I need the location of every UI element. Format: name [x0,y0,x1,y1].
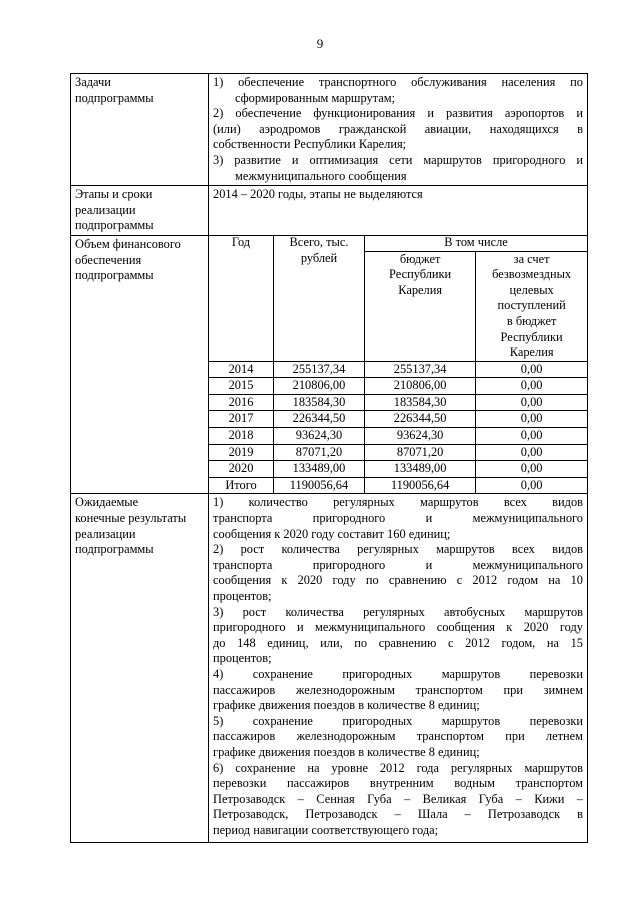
header-line: Республики [389,267,452,282]
header-total [274,235,365,361]
cell-free: 0,00 [476,428,587,445]
cell-free: 0,00 [476,361,587,378]
row-stages [71,186,588,236]
row-tasks [71,74,588,186]
text-line: графике движения поездов в количестве 8 единиц; [213,744,480,759]
label-line: Этапы и сроки [75,187,153,202]
label-line: Ожидаемые [75,495,139,510]
finance-data-row [209,428,587,445]
finance-total-row [209,477,587,493]
stages-text: 2014 – 2020 годы, этапы не выделяются [213,187,423,202]
finance-table [209,235,587,494]
label-tasks [71,74,209,186]
task-item [213,75,583,106]
label-line: подпрограммы [75,542,154,557]
header-line: Всего, тыс. [289,234,349,249]
cell-total: 183584,30 [274,394,365,411]
subprogram-passport-table [70,73,588,843]
text-line: транспорта пригородного и межмуниципального [213,557,583,572]
header-line: рублей [300,250,338,265]
cell-total: 1190056,64 [274,477,365,493]
cell-year: Итого [209,477,274,493]
text-line: 1) обеспечение транспортного обслуживания населения по [213,75,583,89]
results-content [209,494,588,842]
header-line: Карелия [398,282,443,297]
header-line: поступлений [497,298,566,313]
label-line: конечные результаты [75,511,187,526]
result-item [213,542,583,604]
cell-year: 2018 [209,428,274,445]
result-item [213,667,583,714]
cell-free: 0,00 [476,394,587,411]
label-line: реализации [75,202,136,217]
finance-data-row [209,461,587,478]
text-line: пригородного и межмуниципального сообщения к 2020 году [213,620,583,635]
label-line: подпрограммы [75,268,154,283]
cell-year: 2017 [209,411,274,428]
row-finance [71,235,588,494]
cell-budget: 226344,50 [365,411,476,428]
header-line: в бюджет [506,313,557,328]
label-line: Задачи [75,75,111,89]
text-line: транспорта пригородного и межмуниципального [213,511,583,526]
cell-total: 133489,00 [274,461,365,478]
cell-budget: 133489,00 [365,461,476,478]
header-including: В том числе [365,235,588,251]
header-line: целевых [509,282,554,297]
result-item [213,714,583,761]
text-line: 2) рост количества регулярных маршрутов всех видов [213,542,583,557]
finance-data-row [209,411,587,428]
text-line: сообщения к 2020 году составит 160 единиц; [213,526,451,541]
cell-year: 2015 [209,378,274,395]
cell-budget: 93624,30 [365,428,476,445]
header-line: Республики [500,329,563,344]
cell-budget: 210806,00 [365,378,476,395]
text-line: 5) сохранение пригородных маршрутов перевозки [213,713,583,728]
text-line: собственности Республики Карелия; [213,137,407,152]
label-stages [71,186,209,236]
cell-total: 255137,34 [274,361,365,378]
cell-free: 0,00 [476,477,587,493]
text-line: межмуниципального сообщения [235,168,407,183]
text-line: 6) сохранение на уровне 2012 года регулярных маршрутов [213,760,583,775]
cell-free: 0,00 [476,444,587,461]
cell-total: 93624,30 [274,428,365,445]
cell-budget: 1190056,64 [365,477,476,493]
tasks-content [209,74,588,186]
label-line: подпрограммы [75,90,154,105]
finance-header-row [209,235,587,251]
stages-content [209,186,588,236]
header-line: за счет [513,251,550,266]
cell-free: 0,00 [476,378,587,395]
row-results [71,494,588,842]
label-line: подпрограммы [75,218,154,233]
header-year: Год [209,235,274,361]
text-line: сформированным маршрутам; [235,90,396,105]
finance-data-row [209,394,587,411]
text-line: до 148 единиц, или, по сравнению с 2012 годом, на 15 [213,635,583,650]
cell-budget: 87071,20 [365,444,476,461]
task-item [213,106,583,153]
label-line: реализации [75,526,136,541]
finance-data-row [209,378,587,395]
task-item [213,153,583,184]
header-line: бюджет [399,251,441,266]
header-line: Карелия [509,345,554,360]
text-line: 3) рост количества регулярных автобусных маршрутов [213,604,583,619]
cell-total: 210806,00 [274,378,365,395]
text-line: 1) количество регулярных маршрутов всех видов [213,495,583,510]
label-results [71,494,209,842]
finance-data-row [209,444,587,461]
cell-free: 0,00 [476,461,587,478]
text-line: 4) сохранение пригородных маршрутов перевозки [213,666,583,681]
cell-total: 226344,50 [274,411,365,428]
finance-content [209,235,588,494]
cell-budget: 255137,34 [365,361,476,378]
text-line: пассажиров железнодорожным транспортом при зимнем [213,682,583,697]
text-line: 3) развитие и оптимизация сети маршрутов пригородного и [213,152,583,167]
result-item [213,761,583,839]
finance-data-row [209,361,587,378]
text-line: пассажиров железнодорожным транспортом при летнем [213,729,583,744]
text-line: (или) аэродромов гражданской авиации, находящихся в [213,121,583,136]
label-line: Объем финансового [75,236,181,251]
cell-budget: 183584,30 [365,394,476,411]
cell-year: 2016 [209,394,274,411]
text-line: Петрозаводск – Сенная Губа – Великая Губа – Кижи – [213,791,583,806]
text-line: процентов; [213,651,272,666]
result-item [213,605,583,667]
cell-year: 2014 [209,361,274,378]
header-budget [365,251,476,361]
header-free [476,251,587,361]
text-line: период навигации соответствующего года; [213,822,439,837]
text-line: процентов; [213,589,272,603]
cell-free: 0,00 [476,411,587,428]
label-finance [71,235,209,494]
cell-year: 2020 [209,461,274,478]
text-line: графике движения поездов в количестве 8 единиц; [213,698,480,713]
result-item [213,495,583,542]
label-line: обеспечения [75,252,142,267]
cell-year: 2019 [209,444,274,461]
text-line: Петрозаводск, Петрозаводск – Шала – Петрозаводск в [213,807,583,822]
header-line: безвозмездных [492,267,572,282]
cell-total: 87071,20 [274,444,365,461]
text-line: 2) обеспечение функционирования и развития аэропортов и [213,106,583,121]
text-line: перевозки пассажиров внутренним водным транспортом [213,776,583,791]
text-line: сообщения к 2020 году по сравнению с 2012 годом на 10 [213,573,583,588]
page-number: 9 [316,36,324,51]
